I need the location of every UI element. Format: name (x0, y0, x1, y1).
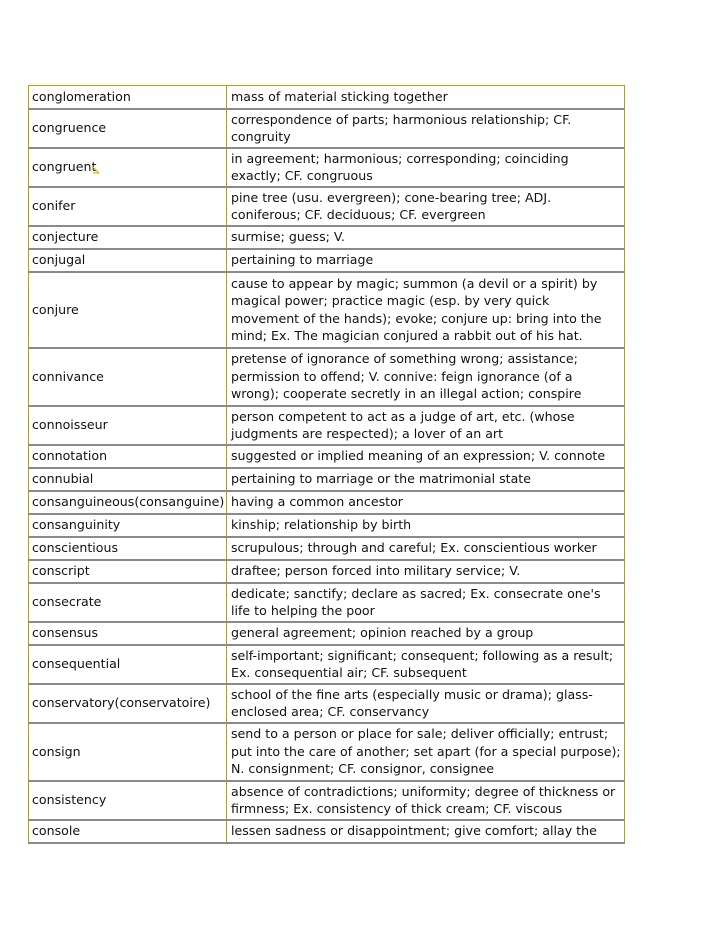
table-row (29, 560, 625, 583)
entry-definition: kinship; relationship by birth (227, 514, 625, 537)
entry-word: congruence (29, 109, 227, 148)
entry-definition: absence of contradictions; uniformity; degree of thickness or firmness; Ex. consistency of thick cream; CF. viscous (227, 781, 625, 820)
entry-definition: surmise; guess; V. (227, 226, 625, 249)
table-row (29, 723, 625, 781)
annotation-mark-icon (92, 166, 100, 174)
table-row (29, 583, 625, 622)
entry-word: consequential (29, 645, 227, 684)
entry-definition: school of the fine arts (especially music or drama); glass-enclosed area; CF. conservancy (227, 684, 625, 723)
entry-word: console (29, 820, 227, 843)
entry-word: connubial (29, 468, 227, 491)
table-row (29, 537, 625, 560)
entry-definition: lessen sadness or disappointment; give comfort; allay the (227, 820, 625, 843)
entry-definition: in agreement; harmonious; corresponding; coinciding exactly; CF. congruous (227, 148, 625, 187)
entry-word: conjure (29, 272, 227, 348)
table-row (29, 781, 625, 820)
entry-definition: scrupulous; through and careful; Ex. conscientious worker (227, 537, 625, 560)
entry-word: consistency (29, 781, 227, 820)
entry-definition: pine tree (usu. evergreen); cone-bearing tree; ADJ. coniferous; CF. deciduous; CF. evergreen (227, 187, 625, 226)
entry-word: conservatory(conservatoire) (29, 684, 227, 723)
entry-definition: suggested or implied meaning of an expression; V. connote (227, 445, 625, 468)
entry-definition: send to a person or place for sale; deliver officially; entrust; put into the care of another; set apart (for a special purpose); N. consignment; CF. consignor, consignee (227, 723, 625, 781)
entry-word: conscientious (29, 537, 227, 560)
table-row (29, 514, 625, 537)
entry-definition: general agreement; opinion reached by a group (227, 622, 625, 645)
entry-word: consign (29, 723, 227, 781)
entry-definition: mass of material sticking together (227, 86, 625, 109)
table-row (29, 86, 625, 109)
table-row (29, 148, 625, 187)
table-row (29, 348, 625, 406)
vocabulary-table (28, 85, 625, 844)
table-row (29, 406, 625, 445)
table-row (29, 622, 625, 645)
entry-word: conjugal (29, 249, 227, 272)
entry-definition: dedicate; sanctify; declare as sacred; Ex. consecrate one's life to helping the poor (227, 583, 625, 622)
table-row (29, 109, 625, 148)
entry-definition: pertaining to marriage or the matrimonial state (227, 468, 625, 491)
entry-word: consecrate (29, 583, 227, 622)
entry-definition: pertaining to marriage (227, 249, 625, 272)
table-row (29, 445, 625, 468)
entry-word: conjecture (29, 226, 227, 249)
entry-word: conifer (29, 187, 227, 226)
table-row (29, 249, 625, 272)
table-row (29, 468, 625, 491)
entry-definition: person competent to act as a judge of art, etc. (whose judgments are respected); a lover of an art (227, 406, 625, 445)
table-row (29, 187, 625, 226)
entry-word: consanguinity (29, 514, 227, 537)
entry-word: connoisseur (29, 406, 227, 445)
entry-word: congruent (32, 159, 97, 175)
entry-definition: draftee; person forced into military service; V. (227, 560, 625, 583)
table-row (29, 226, 625, 249)
entry-word: conglomeration (29, 86, 227, 109)
entry-word-cell (29, 148, 227, 187)
entry-definition: self-important; significant; consequent; following as a result; Ex. consequential air; CF. subsequent (227, 645, 625, 684)
entry-word: connotation (29, 445, 227, 468)
entry-definition: pretense of ignorance of something wrong; assistance; permission to offend; V. connive: feign ignorance (of a wrong); cooperate secretly in an illegal action; conspire (227, 348, 625, 406)
table-row (29, 645, 625, 684)
table-row (29, 820, 625, 843)
table-row (29, 684, 625, 723)
entry-definition: having a common ancestor (227, 491, 625, 514)
table-row (29, 491, 625, 514)
entry-word: conscript (29, 560, 227, 583)
entry-word: consensus (29, 622, 227, 645)
table-row (29, 272, 625, 348)
entry-definition: correspondence of parts; harmonious relationship; CF. congruity (227, 109, 625, 148)
entry-definition: cause to appear by magic; summon (a devil or a spirit) by magical power; practice magic (esp. by very quick movement of the hands); evoke; conjure up: bring into the mind; Ex. The magician conjured a rabbit out of his hat. (227, 272, 625, 348)
entry-word: consanguineous(consanguine) (29, 491, 227, 514)
entry-word: connivance (29, 348, 227, 406)
